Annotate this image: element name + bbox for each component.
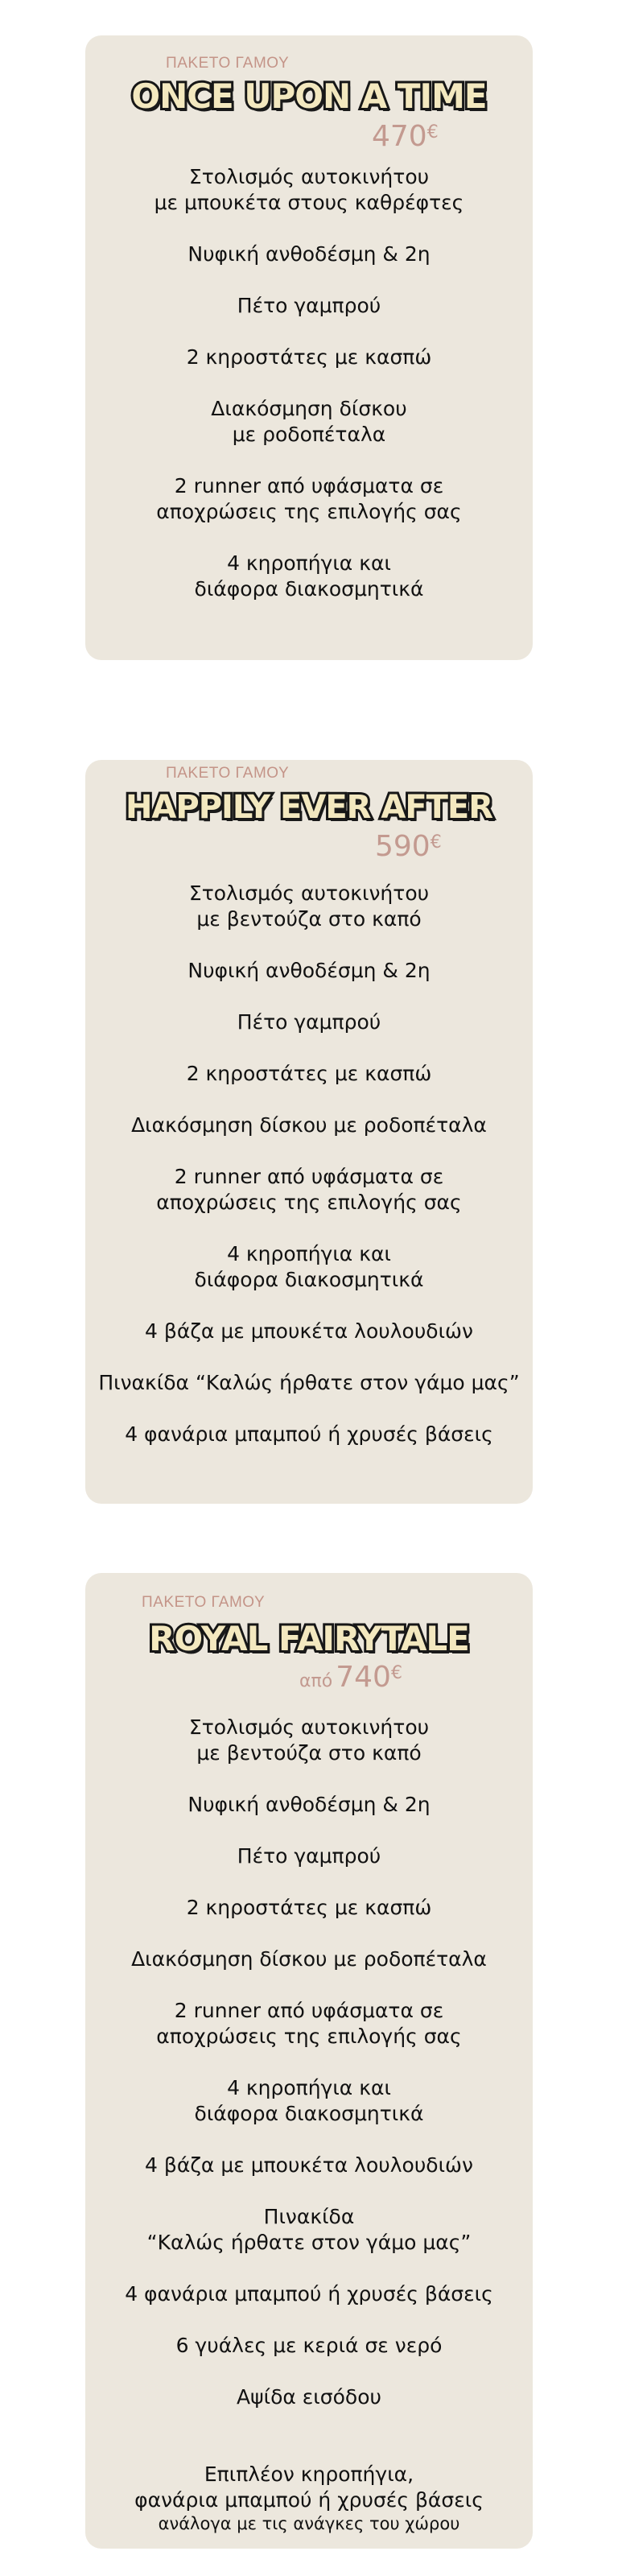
feature-item: Πινακίδα “Καλώς ήρθατε στον γάμο μας” — [98, 1371, 520, 1394]
price-prefix: από — [299, 1671, 333, 1691]
feature-item: 2 runner από υφάσματα σε αποχρώσεις της επιλογής σας — [156, 1165, 462, 1214]
feature-item: 2 κηροστάτες με κασπώ — [186, 1896, 432, 1919]
feature-text: Επιπλέον κηροπήγια, φανάρια μπαμπού ή χρυσές βάσεις — [134, 2462, 484, 2512]
feature-item: Πέτο γαμπρού — [237, 1844, 381, 1868]
currency-symbol: € — [430, 832, 442, 852]
currency-symbol: € — [390, 1663, 402, 1683]
feature-footnote: ανάλογα με τις ανάγκες του χώρου — [158, 2514, 460, 2533]
feature-item: 2 runner από υφάσματα σε αποχρώσεις της επιλογής σας — [156, 474, 462, 523]
feature-item: 6 γυάλες με κεριά σε νερό — [175, 2334, 443, 2357]
feature-item: Στολισμός αυτοκινήτου με βεντούζα στο καπό — [188, 1715, 430, 1765]
feature-item: 4 κηροπήγια και διάφορα διακοσμητικά — [194, 2076, 424, 2125]
feature-item: Διακόσμηση δίσκου με ροδοπέταλα — [211, 397, 407, 446]
feature-item-with-note — [85, 2436, 533, 2560]
package-title: ONCE UPON A TIME — [131, 76, 487, 116]
feature-item: 4 κηροπήγια και διάφορα διακοσμητικά — [194, 551, 424, 601]
feature-item: Αψίδα εισόδου — [237, 2385, 381, 2409]
feature-item: 4 κηροπήγια και διάφορα διακοσμητικά — [194, 1242, 424, 1291]
package-title: HAPPILY EVER AFTER — [125, 789, 493, 826]
package-kicker: ΠΑΚΕΤΟ ΓΑΜΟΥ — [166, 55, 290, 72]
feature-item: Στολισμός αυτοκινήτου με βεντούζα στο καπό — [188, 881, 430, 931]
feature-list — [85, 164, 533, 602]
price-amount: 470 — [372, 120, 427, 153]
package-price — [375, 832, 442, 861]
currency-symbol: € — [426, 122, 439, 142]
price-amount: 590 — [375, 830, 431, 863]
package-kicker: ΠΑΚΕΤΟ ΓΑΜΟΥ — [142, 1594, 266, 1611]
package-kicker: ΠΑΚΕΤΟ ΓΑΜΟΥ — [166, 765, 290, 782]
feature-item: 4 φανάρια μπαμπού ή χρυσές βάσεις — [125, 1422, 493, 1446]
package-card-royal-fairytale — [85, 1573, 533, 2549]
feature-item: 2 κηροστάτες με κασπώ — [186, 1062, 432, 1085]
package-card-once-upon-a-time — [85, 35, 533, 660]
package-card-happily-ever-after — [85, 760, 533, 1504]
feature-item: Νυφική ανθοδέσμη & 2η — [187, 959, 431, 982]
feature-item: 2 κηροστάτες με κασπώ — [186, 345, 432, 369]
feature-list — [85, 881, 533, 1447]
feature-item: Διακόσμηση δίσκου με ροδοπέταλα — [131, 1113, 487, 1137]
feature-item: Πέτο γαμπρού — [237, 294, 381, 317]
feature-item: 4 βάζα με μπουκέτα λουλουδιών — [145, 2153, 473, 2177]
feature-item: 4 βάζα με μπουκέτα λουλουδιών — [145, 1319, 473, 1343]
feature-item: Νυφική ανθοδέσμη & 2η — [187, 242, 431, 266]
feature-item: Διακόσμηση δίσκου με ροδοπέταλα — [131, 1947, 487, 1971]
feature-item: 2 runner από υφάσματα σε αποχρώσεις της επιλογής σας — [156, 1999, 462, 2048]
package-title: ROYAL FAIRYTALE — [149, 1619, 469, 1658]
feature-item: Πινακίδα “Καλώς ήρθατε στον γάμο μας” — [146, 2205, 472, 2254]
package-price — [299, 1663, 402, 1692]
price-amount: 740 — [336, 1661, 391, 1694]
feature-item: Νυφική ανθοδέσμη & 2η — [187, 1793, 431, 1816]
feature-item: Πέτο γαμπρού — [237, 1010, 381, 1034]
feature-list — [85, 1715, 533, 2560]
feature-item: Στολισμός αυτοκινήτου με μπουκέτα στους καθρέφτες — [154, 165, 464, 214]
feature-item: 4 φανάρια μπαμπού ή χρυσές βάσεις — [125, 2282, 493, 2306]
package-price — [372, 122, 439, 151]
